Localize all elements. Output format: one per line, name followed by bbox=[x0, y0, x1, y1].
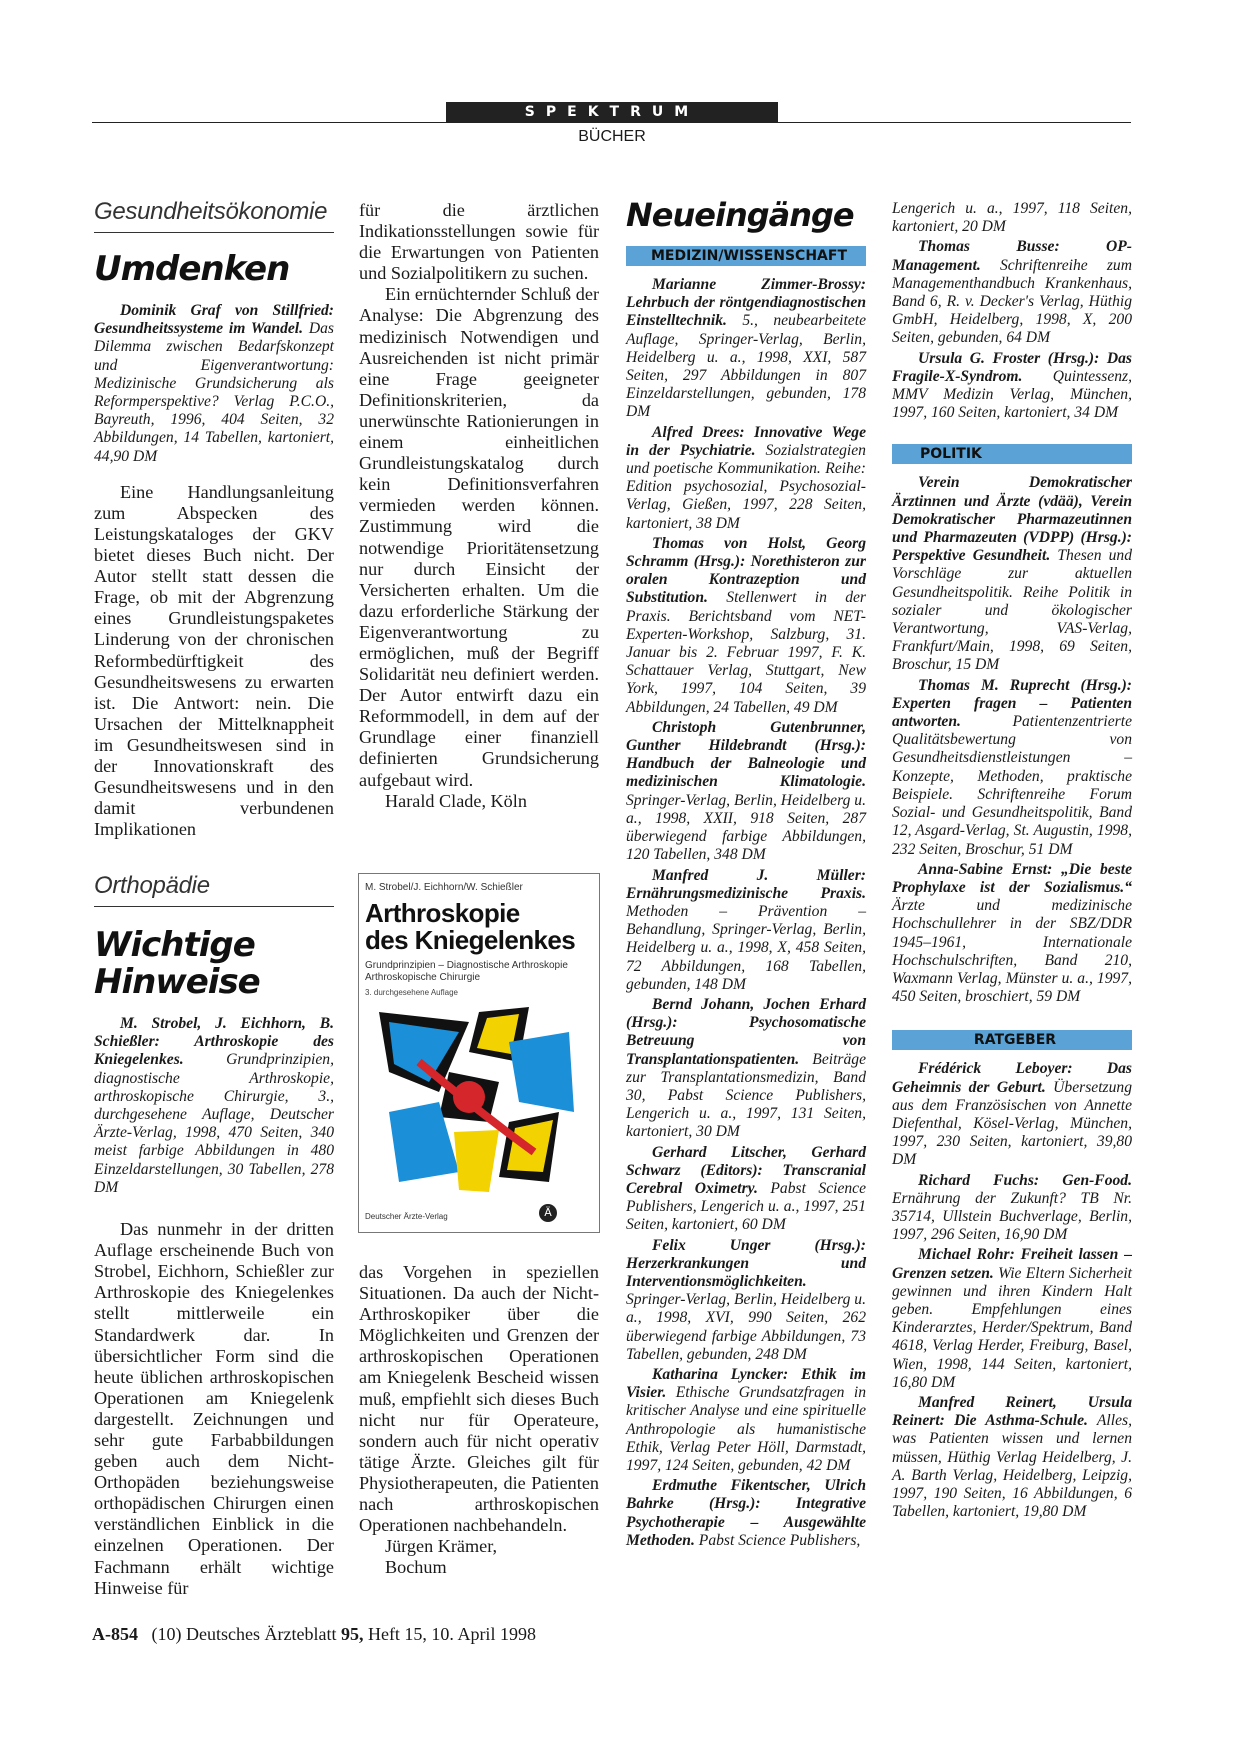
article1-headline: Umdenken bbox=[94, 249, 290, 289]
book-entry-author-title: Katharina Lyncker: Ethik im Visier. bbox=[626, 1365, 866, 1402]
book-entry-author-title: Manfred Reinert, Ursula Reinert: Die Asthma-Schule. bbox=[892, 1393, 1132, 1430]
cover-authors: M. Strobel/J. Eichhorn/W. Schießler bbox=[365, 882, 523, 893]
book-entry bbox=[892, 1172, 1132, 1245]
article1-kicker: Gesundheitsökonomie bbox=[94, 198, 334, 233]
book-entry bbox=[626, 996, 866, 1142]
book-entry bbox=[626, 535, 866, 717]
book-entry bbox=[626, 867, 866, 994]
journal-name: Deutsches Ärzteblatt bbox=[186, 1624, 337, 1644]
book-entry-details: Thesen und Vorschläge zur aktuellen Gesundheitspolitik. Reihe Politik in sozialer und ökologischer Verantwortung, VAS-Verlag, Frankfurt/Main, 1998, 69 Seiten, Broschur, 15 DM bbox=[892, 547, 1132, 674]
book-entry-details: Übersetzung aus dem Französischen von Annette Diefenthal, Kösel-Verlag, München, 1997, 230 Seiten, kartoniert, 39,80 DM bbox=[892, 1078, 1132, 1169]
book-cover-image bbox=[358, 873, 600, 1233]
article1-bibliography bbox=[94, 302, 334, 466]
article2-paragraph: Das nunmehr in der dritten Auflage erscheinende Buch von Strobel, Eichhorn, Schießler zur Arthroskopie des Kniegelenkes stellt mittlerweile ein Standardwerk dar. In übersichtlicher Form sind die heute üblichen arthroskopischen Operationen am Kniegelenk dargestellt. Zeichnungen und sehr gute Farbabbildungen geben auch dem Nicht-Orthopäden beziehungsweise orthopädischen Chirurgen einen verständlichen Einblick in die einzelnen Operationen. Der Fachmann erhält wichtige Hinweise für bbox=[94, 1219, 334, 1598]
book-entry bbox=[626, 276, 866, 422]
book-entry bbox=[626, 719, 866, 865]
book-entry-author-title: Anna-Sabine Ernst: „Die beste Prophylaxe ist der Sozialismus.“ bbox=[892, 860, 1132, 896]
medizin-list bbox=[626, 276, 866, 1550]
page-footer bbox=[92, 1624, 536, 1645]
book-entry-details: Ernährung der Zukunft? TB Nr. 35714, Ullstein Buchverlage, Berlin, 1997, 296 Seiten, 16,90 DM bbox=[892, 1189, 1132, 1244]
neueingaenge-headline: Neueingänge bbox=[626, 196, 854, 234]
book-entry-details: Pabst Science Publishers, Lengerich u. a., 1997, 251 Seiten, kartoniert, 60 DM bbox=[626, 1179, 867, 1234]
book-entry-details: Ärzte und medizinische Hochschullehrer in der SBZ/DDR 1945–1961, Internationale Hochschulschriften, Band 210, Waxmann Verlag, Münster u. a., 1997, 450 Seiten, broschiert, 59 DM bbox=[892, 897, 1132, 1006]
book-entry bbox=[626, 1237, 866, 1364]
article1-bib-author: Dominik Graf von Stillfried: Gesundheitssysteme im Wandel. bbox=[94, 302, 334, 338]
section-banner: SPEKTRUM bbox=[446, 102, 778, 123]
book-entry-author-title: Michael Rohr: Freiheit lassen – Grenzen setzen. bbox=[892, 1246, 1132, 1282]
book-entry-details: Ethische Grundsatzfragen in kritischer Analyse und eine spirituelle Anthropologie als humanistische Ethik, Verlag Peter Höll, Darmstadt, 1997, 124 Seiten, gebunden, 42 DM bbox=[626, 1384, 866, 1474]
book-entry bbox=[892, 1246, 1132, 1392]
cover-artwork bbox=[359, 1002, 599, 1202]
cover-title-line1: Arthroskopie bbox=[365, 898, 520, 928]
book-entry-author-title: Gerhard Litscher, Gerhard Schwarz (Editors): Transcranial Cerebral Oximetry. bbox=[626, 1143, 866, 1197]
book-entry-details: Sozialstrategien und poetische Kommunikation. Reihe: Edition psychosozial, Psychosozial-Verlag, Gießen, 1997, 228 Seiten, kartoniert, 38 DM bbox=[626, 441, 866, 532]
article2-signature-line1: Jürgen Krämer, bbox=[385, 1536, 498, 1557]
article2-kicker: Orthopädie bbox=[94, 872, 334, 907]
article1-continuation bbox=[359, 200, 599, 812]
book-entry bbox=[892, 1394, 1132, 1521]
book-entry bbox=[626, 1144, 866, 1235]
book-entry-author-title: Felix Unger (Hrsg.): Herzerkrankungen und Interventionsmöglichkeiten. bbox=[626, 1236, 866, 1290]
article2-headline bbox=[94, 927, 334, 1001]
journal-issue: Heft 15, 10. April 1998 bbox=[367, 1624, 536, 1644]
book-entry-details: Alles, was Patienten wissen und lernen müssen, Hüthig Verlag Heidelberg, J. A. Barth Verlag, Heidelberg, Leipzig, 1997, 190 Seiten, 16 Abbildungen, 6 Tabellen, kartoniert, 19,80 DM bbox=[892, 1412, 1132, 1521]
header-rule bbox=[92, 122, 1131, 123]
book-entry-details: Methoden – Prävention – Behandlung, Springer-Verlag, Berlin, Heidelberg u. a., 1998, X, 458 Seiten, 72 Abbildungen, 168 Tabellen, gebunden, 148 DM bbox=[626, 902, 866, 993]
book-entry bbox=[892, 677, 1132, 859]
subsection-label: BÜCHER bbox=[578, 128, 646, 145]
book-entry-author-title: Marianne Zimmer-Brossy: Lehrbuch der röntgendiagnostischen Einstelltechnik. bbox=[626, 276, 866, 330]
category-politik: POLITIK bbox=[892, 444, 1132, 464]
book-entry-details: Pabst Science Publishers, bbox=[698, 1531, 861, 1549]
book-entry-details: 5., neubearbeitete Auflage, Springer-Verlag, Berlin, Heidelberg u. a., 1998, XXI, 587 Seiten, 297 Abbildungen in 807 Einzeldarstellungen, gebunden, 178 DM bbox=[626, 312, 866, 421]
book-entry bbox=[892, 474, 1132, 674]
cover-publisher: Deutscher Ärzte-Verlag bbox=[365, 1212, 448, 1221]
column-four bbox=[892, 200, 1132, 1523]
book-entry-author-title: Thomas Busse: OP-Management. bbox=[892, 238, 1132, 274]
article1-bib-details: Das Dilemma zwischen Bedarfskonzept und Eigenverantwortung: Medizinische Grundsicherung als Reformperspektive? Verlag P.C.O., Bayreuth, 1996, 404 Seiten, 32 Abbildungen, 14 Tabellen, kartoniert, 44,90 DM bbox=[94, 320, 334, 465]
book-entry-author-title: Verein Demokratischer Ärztinnen und Ärzte (vdää), Verein Demokratischer Pharmazeutinnen und Pharmazeuten (VDPP) (Hrsg.): Perspektive Gesundheit. bbox=[892, 474, 1132, 565]
journal-volume: 95, bbox=[340, 1624, 364, 1644]
book-entry-author-title: Manfred J. Müller: Ernährungsmedizinische Praxis. bbox=[626, 866, 866, 902]
medizin-entry-continuation: Lengerich u. a., 1997, 118 Seiten, kartoniert, 20 DM bbox=[892, 200, 1132, 236]
book-entry-author-title: Thomas von Holst, Georg Schramm (Hrsg.): Norethisteron zur oralen Kontrazeption und Substitution. bbox=[626, 534, 866, 607]
cover-title bbox=[365, 900, 593, 954]
cover-title-line2: des Kniegelenkes bbox=[365, 925, 576, 955]
article2-column bbox=[94, 872, 334, 1599]
cover-subtitle-line1: Grundprinzipien – Diagnostische Arthroskopie bbox=[365, 960, 568, 971]
book-entry-details: Schriftenreihe zum Managementhandbuch Krankenhaus, Band 6, R. v. Decker's Verlag, Hüthig GmbH, Heidelberg, 1998, X, 200 Seiten, gebunden, 64 DM bbox=[892, 256, 1132, 347]
publisher-logo-icon: Ä bbox=[539, 1204, 557, 1222]
book-entry-details: Springer-Verlag, Berlin, Heidelberg u. a., 1998, XXII, 918 Seiten, 287 überwiegend farbige Abbildungen, 120 Tabellen, 348 DM bbox=[626, 791, 866, 864]
book-entry-author-title: Frédérick Leboyer: Das Geheimnis der Geburt. bbox=[892, 1060, 1132, 1096]
book-entry bbox=[892, 350, 1132, 423]
article2-headline-line1: Wichtige bbox=[94, 925, 255, 965]
article2-signature-line2: Bochum bbox=[385, 1557, 447, 1578]
article2-continuation bbox=[359, 1262, 599, 1578]
cover-subtitle bbox=[365, 960, 593, 984]
book-entry-author-title: Richard Fuchs: Gen-Food. bbox=[918, 1171, 1132, 1189]
category-ratgeber: RATGEBER bbox=[892, 1030, 1132, 1050]
book-entry bbox=[892, 238, 1132, 347]
page-sub-number: (10) bbox=[151, 1624, 182, 1644]
book-entry-author-title: Alfred Drees: Innovative Wege in der Psychiatrie. bbox=[626, 423, 866, 459]
ratgeber-list bbox=[892, 1060, 1132, 1521]
book-entry-details: Wie Eltern Sicherheit gewinnen und ihren Kindern Halt geben. Empfehlungen eines Kinderarztes, Herder/Spektrum, Band 4618, Verlag Herder, Freiburg, Basel, Wien, 1998, 144 Seiten, kartoniert, 16,80 DM bbox=[892, 1264, 1132, 1391]
book-entry-author-title: Christoph Gutenbrunner, Gunther Hildebrandt (Hrsg.): Handbuch der Balneologie und medizinischen Klimatologie. bbox=[626, 718, 866, 791]
book-entry-details: Patientenzentrierte Qualitätsbewertung von Gesundheitsdienstleistungen – Konzepte, Methoden, praktische Beispiele. Schriftenreihe Forum Sozial- und Gesundheitspolitik, Band 12, Asgard-Verlag, St. Augustin, 1998, 232 Seiten, Broschur, 51 DM bbox=[892, 713, 1132, 858]
book-entry-author-title: Thomas M. Ruprecht (Hrsg.): Experten fragen – Patienten antworten. bbox=[892, 676, 1132, 731]
cover-subtitle-line2: Arthroskopische Chirurgie bbox=[365, 972, 481, 983]
book-entry-details: Beiträge zur Transplantationsmedizin, Band 30, Pabst Science Publishers, Lengerich u. a., 1997, 131 Seiten, kartoniert, 30 DM bbox=[626, 1050, 866, 1141]
article1-paragraph2: Ein ernüchternder Schluß der Analyse: Die Abgrenzung des medizinisch Notwendigen und Ausreichenden ist nicht primär eine Frage geeigneter Definitionskriterien, da unerwünschte Rationierungen in einem einheitlichen Grundleistungskatalog durch kein Definitionsverfahren vermieden werden können. Zustimmung wird die notwendige Prioritätensetzung nur durch Einsicht der Versicherten erhalten. Um die dazu erforderliche Stärkung der Eigenverantwortung zu ermöglichen, muß der Begriff Solidarität neu definiert werden. Der Autor entwirft dazu ein Reformmodell, in dem auf der Grundlage einer finanziell definierten Grundsicherung aufgebaut wird. bbox=[359, 284, 599, 790]
article2-paragraph-cont: das Vorgehen in speziellen Situationen. Da auch der Nicht-Arthroskopiker über die Möglichkeiten und Grenzen der arthroskopischen Operationen am Kniegelenk Bescheid wissen muß, empfiehlt sich dieses Buch nicht nur für Operateure, sondern auch für nicht operativ tätige Ärzte. Gleiches gilt für Physiotherapeuten, die Patienten nach arthroskopischen Operationen nachbehandeln. bbox=[359, 1262, 599, 1536]
book-entry bbox=[626, 1477, 866, 1550]
article2-bib-author: M. Strobel, J. Eichhorn, B. Schießler: Arthroskopie des Kniegelenkes. bbox=[94, 1015, 334, 1069]
article1-paragraph: Eine Handlungsanleitung zum Abspecken des Leistungskataloges der GKV bietet dieses Buch nicht. Der Autor stellt statt dessen die Frage, ob mit der Abgrenzung eines Grundleistungspaketes Linderung von der chronischen Reformbedürftigkeit des Gesundheitswesens zu erwarten ist. Die Antwort: nein. Die Ursachen der Mittelknappheit im Gesundheitswesen sind in der Innovationskraft des Gesundheitswesens und in den damit verbundenen Implikationen bbox=[94, 481, 334, 840]
page-number: A-854 bbox=[92, 1624, 138, 1644]
book-entry-details: Springer-Verlag, Berlin, Heidelberg u. a., 1998, XVI, 990 Seiten, 262 überwiegend farbige Abbildungen, 73 Tabellen, gebunden, 248 DM bbox=[626, 1291, 866, 1363]
book-entry-details: Quintessenz, MMV Medizin Verlag, München, 1997, 160 Seiten, kartoniert, 34 DM bbox=[892, 367, 1132, 422]
article2-headline-line2: Hinweise bbox=[94, 962, 260, 1002]
book-entry-author-title: Erdmuthe Fikentscher, Ulrich Bahrke (Hrsg.): Integrative Psychotherapie – Ausgewählte Methoden. bbox=[626, 1477, 866, 1549]
book-entry-details: Stellenwert in der Praxis. Berichtsband vom NET-Experten-Workshop, Salzburg, 31. Januar bis 2. Februar 1997, F. K. Schattauer Verlag, Stuttgart, New York, 1997, 104 Seiten, 39 Abbildungen, 24 Tabellen, 49 DM bbox=[626, 589, 866, 716]
article2-bibliography bbox=[94, 1015, 334, 1197]
politik-list bbox=[892, 474, 1132, 1006]
book-entry bbox=[626, 1366, 866, 1475]
article1-signature: Harald Clade, Köln bbox=[385, 790, 527, 811]
neueingaenge-column bbox=[626, 196, 866, 1552]
book-entry-author-title: Ursula G. Froster (Hrsg.): Das Fragile-X-Syndrom. bbox=[892, 349, 1132, 385]
article1-paragraph-cont: für die ärztlichen Indikationsstellungen sowie für die Erwartungen von Patienten und Sozialpolitikern zu suchen. bbox=[359, 200, 599, 284]
book-entry bbox=[892, 861, 1132, 1007]
article2-bib-details: Grundprinzipien, diagnostische Arthroskopie, arthroskopische Chirurgie, 3., durchgesehene Auflage, Deutscher Ärzte-Verlag, 1998, 470 Seiten, 340 meist farbige Abbildungen in 480 Einzeldarstellungen, 30 Tabellen, 278 DM bbox=[94, 1051, 334, 1196]
article1-column bbox=[94, 198, 334, 840]
cover-edition: 3. durchgesehene Auflage bbox=[365, 988, 458, 997]
category-medizin: MEDIZIN/WISSENSCHAFT bbox=[626, 246, 866, 266]
book-entry bbox=[626, 424, 866, 533]
book-entry bbox=[892, 1060, 1132, 1169]
book-entry-author-title: Bernd Johann, Jochen Erhard (Hrsg.): Psychosomatische Betreuung von Transplantationspatienten. bbox=[626, 995, 866, 1068]
medizin-list-cont bbox=[892, 238, 1132, 422]
